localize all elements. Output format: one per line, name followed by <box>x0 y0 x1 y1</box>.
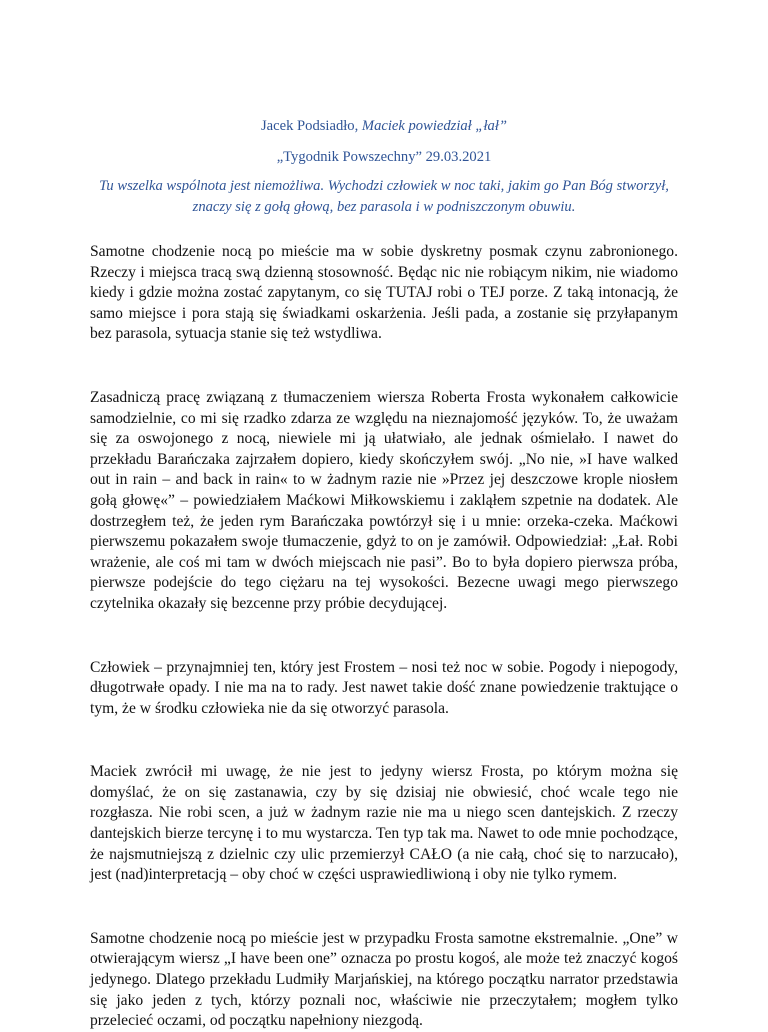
body-paragraph-2: Zasadniczą pracę związaną z tłumaczeniem wiersza Roberta Frosta wykonałem całkowicie samodzielnie, co mi się rzadko zdarza ze względu na nieznajomość języków. To, że uważam się za oswojonego z nocą, niewiele mi ją ułatwiało, ale jednak ośmielało. I nawet do przekładu Barańczaka zajrzałem dopiero, kiedy skończyłem swój. „No nie, »I have walked out in rain – and back in rain« to w żadnym razie nie »Przez jej deszczowe krople niosłem gołą głowę«” – powiedziałem Maćkowi Miłkowskiemu i zakląłem szpetnie na dodatek. Ale dostrzegłem też, że jeden rym Barańczaka powtórzył się i u mnie: orzeka-czeka. Maćkowi pierwszemu pokazałem swoje tłumaczenie, gdyż to on je zamówił. Odpowiedział: „Łał. Robi wrażenie, ale coś mi tam w dwóch miejscach nie pasi”. Bo to była dopiero pierwsza próba, pierwsze podejście do tego ciężaru na tej wysokości. Bezecne uwagi mego pierwszego czytelnika okazały się bezcenne przy próbie decydującej. <box>90 388 678 612</box>
publication-source: „Tygodnik Powszechny” 29.03.2021 <box>276 149 492 165</box>
lead-paragraph: Tu wszelka wspólnota jest niemożliwa. Wychodzi człowiek w noc taki, jakim go Pan Bóg stworzył, znaczy się z gołą głową, bez parasola i w podniszczonym obuwiu. <box>99 178 669 215</box>
body-paragraph-4: Maciek zwrócił mi uwagę, że nie jest to jedyny wiersz Frosta, po którym można się domyślać, że on się zastanawia, czy by się dzisiaj nie obwiesić, choć wcale tego nie rozgłasza. Nie robi scen, a już w żadnym razie nie ma u niego scen dantejskich. Z rzeczy dantejskich bierze tercynę i to mu wystarcza. Ten typ tak ma. Nawet to ode mnie pochodzące, że najsmutniejszą z dzielnic czy ulic przemierzył CAŁO (a nie całą, choć się to narzucało), jest (nad)interpretacją – oby choć w części usprawiedliwioną i oby nie tylko rymem. <box>90 763 678 884</box>
body-paragraph-1: Samotne chodzenie nocą po mieście ma w sobie dyskretny posmak czynu zabronionego. Rzeczy i miejsca tracą swą dzienną stosowność. Będąc nic nie robiącym nikim, nie wiadomo kiedy i gdzie można zostać zapytanym, co się TUTAJ robi o TEJ porze. Z taką intonacją, że samo miejsce i pora stają się świadkami oskarżenia. Jeśli pada, a zostanie się przyłapanym bez parasola, sytuacja stanie się też wstydliwa. <box>90 243 678 343</box>
article-body <box>90 242 678 1032</box>
body-paragraph-3: Człowiek – przynajmniej ten, który jest Frostem – nosi też noc w sobie. Pogody i niepogody, długotrwałe opady. I nie ma na to rady. Jest nawet takie dość znane powiedzenie traktujące o tym, że w środku człowieka nie da się otworzyć parasola. <box>90 658 678 717</box>
byline <box>90 116 678 137</box>
body-paragraph-5: Samotne chodzenie nocą po mieście jest w przypadku Frosta samotne ekstremalnie. „One” w otwierającym wiersz „I have been one” oznacza po prostu kogoś, ale może też znaczyć kogoś jedynego. Dlatego przekładu Ludmiły Marjańskiej, na którego początku narrator przedstawia się jako jeden z tych, którzy poznali noc, właściwie nie przeczytałem; mogłem tylko przelecieć oczami, od początku napełniony niezgodą. <box>90 929 678 1030</box>
article-title: Maciek powiedział „łał” <box>361 118 508 134</box>
author-name: Jacek Podsiadło, <box>260 118 362 134</box>
article-header <box>90 116 678 218</box>
